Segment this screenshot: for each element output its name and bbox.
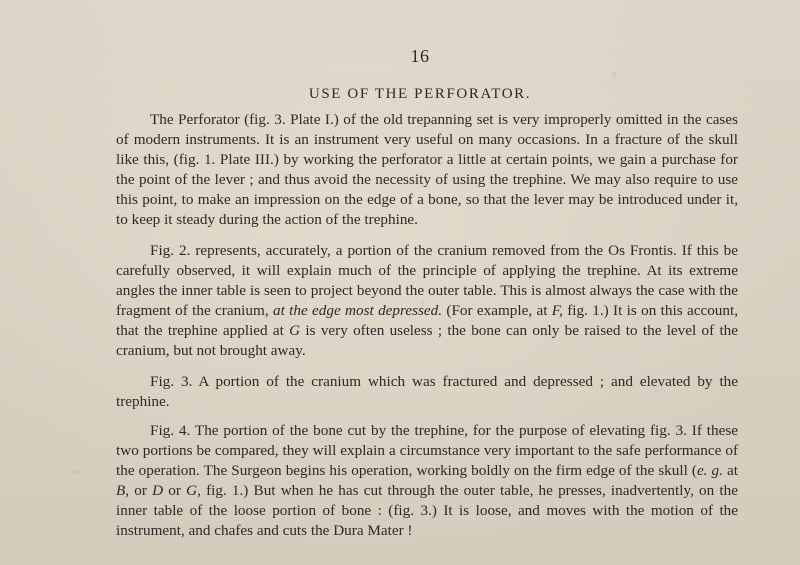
page-number: 16 bbox=[410, 46, 430, 66]
text-run: or bbox=[129, 482, 153, 499]
text-run: at bbox=[722, 462, 738, 479]
text-run: Fig. 4. The portion of the bone cut by the trephine, for the purpose of elevating fig. 3. If these two portions be compared, they will explain a circumstance very important to the safe performance of the operation. The Surgeon begins his operation, working boldly on the firm edge of the skull ( bbox=[116, 422, 738, 479]
italic-text-run: G bbox=[289, 322, 301, 339]
paragraph-fig-4 bbox=[116, 421, 738, 541]
section-heading: USE OF THE PERFORATOR. bbox=[308, 86, 532, 102]
paragraph-perforator bbox=[116, 110, 738, 230]
text-run: fig. 1.) It is on this account, that the trephine applied at bbox=[116, 302, 738, 339]
text-run: or bbox=[163, 482, 187, 499]
italic-text-run: B, bbox=[116, 482, 130, 499]
italic-text-run: at the edge most depressed. bbox=[272, 302, 443, 319]
text-run: (For example, at bbox=[442, 302, 552, 319]
italic-text-run: D bbox=[152, 482, 164, 499]
italic-text-run: F, bbox=[551, 302, 563, 319]
paper-stain bbox=[72, 470, 78, 474]
italic-text-run: e. g. bbox=[696, 462, 723, 479]
italic-text-run: G, bbox=[186, 482, 201, 499]
text-run: Fig. 2. represents, accurately, a portion of the cranium removed from the Os Frontis. If this be carefully observed, it will explain much of the principle of applying the trephine. At its extreme angles the inner table is seen to project beyond the outer table. This is almost always the case with the fragment of the cranium, bbox=[116, 242, 738, 319]
paragraph-fig-3 bbox=[116, 372, 738, 412]
text-run: fig. 1.) But when he has cut through the outer table, he presses, inadvertently, on the inner table of the loose portion of bone : (fig. 3.) It is loose, and moves with the motion of the instrument, and chafes and cuts the Dura Mater ! bbox=[116, 482, 738, 539]
text-run: is very often useless ; the bone can only be raised to the level of the cranium, but not brought away. bbox=[116, 322, 738, 359]
paper-stain bbox=[612, 72, 617, 77]
body-text bbox=[116, 110, 738, 552]
text-run: The Perforator (fig. 3. Plate I.) of the old trepanning set is very improperly omitted in the cases of modern instruments. It is an instrument very useful on many occasions. In a fracture of the skull like this, (fig. 1. Plate III.) by working the perforator a little at certain points, we gain a purchase for the point of the lever ; and thus avoid the necessity of using the trephine. We may also require to use this point, to make an impression on the edge of a bone, so that the lever may be introduced under it, to keep it steady during the action of the trephine. bbox=[116, 111, 738, 228]
paragraph-fig-2 bbox=[116, 241, 738, 361]
text-run: Fig. 3. A portion of the cranium which was fractured and depressed ; and elevated by the trephine. bbox=[116, 373, 738, 410]
